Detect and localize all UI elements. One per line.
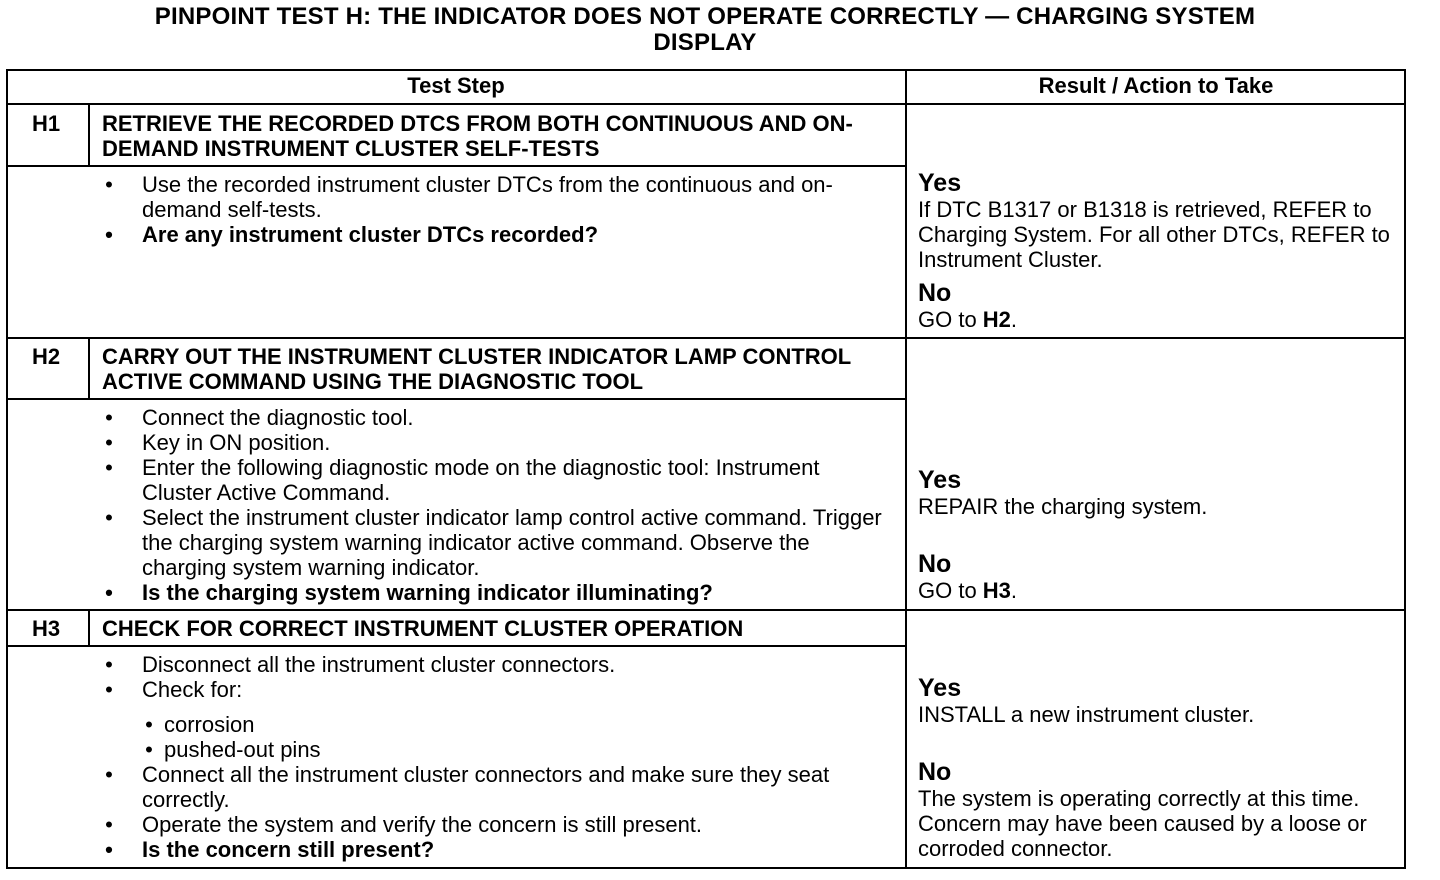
bullet-icon: • xyxy=(105,505,113,530)
h3-title-divider xyxy=(6,645,906,647)
list-item: • Check for: • corrosion • pushed-out pins xyxy=(102,677,882,762)
bullet-icon: • xyxy=(105,172,113,197)
no-label: No xyxy=(918,758,952,786)
row-divider-h2-h3 xyxy=(6,609,1406,611)
step-title-h3: CHECK FOR CORRECT INSTRUMENT CLUSTER OPERATION xyxy=(102,616,744,641)
no-label: No xyxy=(918,550,952,578)
bullet-icon: • xyxy=(145,712,153,737)
bullet-icon: • xyxy=(105,652,113,677)
yes-label: Yes xyxy=(918,466,962,494)
step-title-h1: RETRIEVE THE RECORDED DTCS FROM BOTH CONTINUOUS AND ON-DEMAND INSTRUMENT CLUSTER SELF-TESTS xyxy=(102,111,853,161)
bullet-icon: • xyxy=(105,405,113,430)
goto-link-h2[interactable]: H2 xyxy=(982,307,1011,332)
bullet-icon: • xyxy=(105,762,113,787)
row-divider-h1-h2 xyxy=(6,337,1406,339)
no-label: No xyxy=(918,279,952,307)
yes-label: Yes xyxy=(918,169,962,197)
bullet-icon: • xyxy=(105,837,113,862)
step-question-h3: • Is the concern still present? xyxy=(102,837,882,862)
header-test-step: Test Step xyxy=(407,73,505,98)
title-line-2: DISPLAY xyxy=(653,29,757,56)
yes-action: If DTC B1317 or B1318 is retrieved, REFER to Charging System. For all other DTCs, REFER to Instrument Cluster. xyxy=(918,197,1390,272)
no-action: The system is operating correctly at this time. Concern may have been caused by a loose or corroded connector. xyxy=(918,786,1367,861)
step-instructions-h2 xyxy=(102,405,882,605)
header-divider xyxy=(6,103,1406,105)
yes-action: INSTALL a new instrument cluster. xyxy=(918,702,1255,727)
goto-link-h3[interactable]: H3 xyxy=(982,578,1011,603)
step-instructions-h1 xyxy=(102,172,882,247)
bullet-icon: • xyxy=(145,737,153,762)
step-id-h3: H3 xyxy=(31,616,61,641)
h1-title-divider xyxy=(6,165,906,167)
bullet-icon: • xyxy=(105,455,113,480)
list-item: • Disconnect all the instrument cluster connectors. xyxy=(102,652,882,677)
list-item: • corrosion xyxy=(142,712,882,737)
result-h2 xyxy=(918,467,1398,603)
bullet-icon: • xyxy=(105,677,113,702)
step-question-h2: • Is the charging system warning indicator illuminating? xyxy=(102,580,882,605)
step-id-h2: H2 xyxy=(31,344,61,369)
list-item: • Operate the system and verify the concern is still present. xyxy=(102,812,882,837)
h2-id-divider xyxy=(88,337,90,399)
check-for-sublist xyxy=(142,712,882,762)
list-item: • Enter the following diagnostic mode on the diagnostic tool: Instrument Cluster Active Command. xyxy=(102,455,882,505)
step-instructions-h3 xyxy=(102,652,882,862)
bullet-icon: • xyxy=(105,222,113,247)
title-line-1: PINPOINT TEST H: THE INDICATOR DOES NOT OPERATE CORRECTLY — CHARGING SYSTEM xyxy=(154,3,1256,30)
result-h3 xyxy=(918,675,1398,861)
list-item: • Key in ON position. xyxy=(102,430,882,455)
result-h1 xyxy=(918,170,1398,332)
list-item: • pushed-out pins xyxy=(142,737,882,762)
h2-title-divider xyxy=(6,398,906,400)
bullet-icon: • xyxy=(105,812,113,837)
h1-id-divider xyxy=(88,103,90,166)
pinpoint-test-title xyxy=(0,4,1410,56)
h3-id-divider xyxy=(88,609,90,646)
yes-action: REPAIR the charging system. xyxy=(918,494,1208,519)
list-item: • Use the recorded instrument cluster DTCs from the continuous and on-demand self-tests. xyxy=(102,172,882,222)
header-result: Result / Action to Take xyxy=(1038,73,1274,98)
list-item: • Connect the diagnostic tool. xyxy=(102,405,882,430)
list-item: • Connect all the instrument cluster connectors and make sure they seat correctly. xyxy=(102,762,882,812)
no-action: GO to H2. xyxy=(918,307,1018,332)
step-title-h2: CARRY OUT THE INSTRUMENT CLUSTER INDICATOR LAMP CONTROL ACTIVE COMMAND USING THE DIAGNOSTIC TOOL xyxy=(102,344,851,394)
step-id-h1: H1 xyxy=(31,111,61,136)
list-item: • Select the instrument cluster indicator lamp control active command. Trigger the charging system warning indicator active command. Observe the charging system warning indicator. xyxy=(102,505,882,580)
step-question-h1: • Are any instrument cluster DTCs recorded? xyxy=(102,222,882,247)
bullet-icon: • xyxy=(105,430,113,455)
column-divider xyxy=(905,69,907,869)
yes-label: Yes xyxy=(918,674,962,702)
bullet-icon: • xyxy=(105,580,113,605)
no-action: GO to H3. xyxy=(918,578,1018,603)
